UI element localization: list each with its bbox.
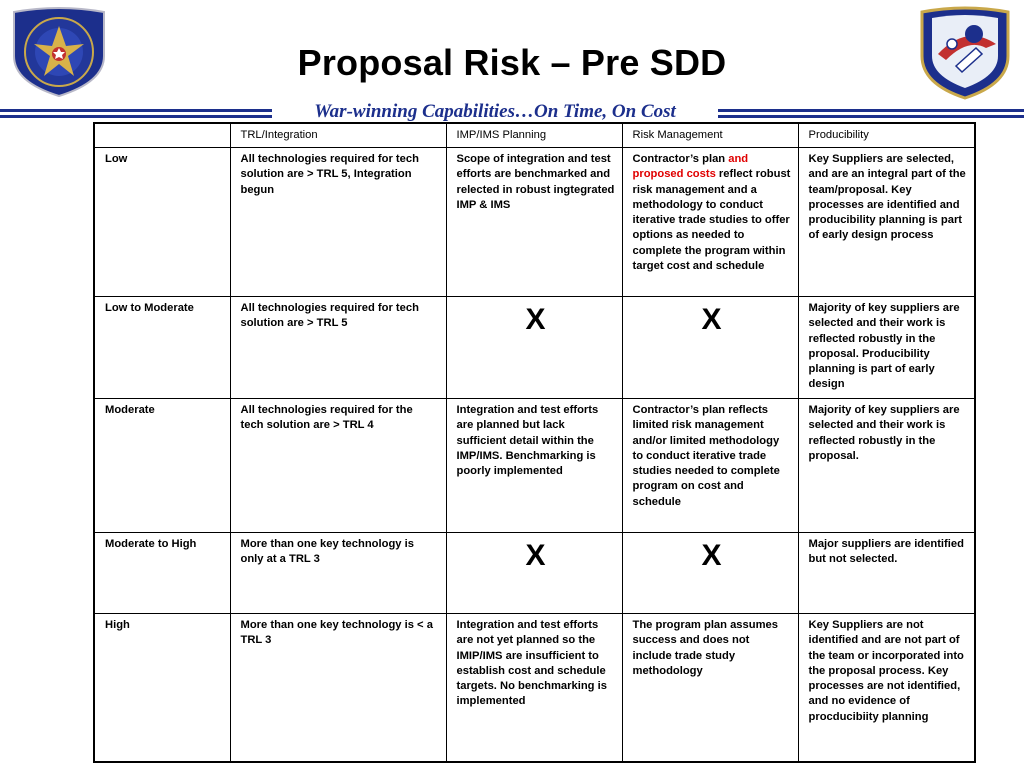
risk-management-not-applicable-mark: X	[622, 533, 798, 614]
table-header-row	[94, 123, 975, 148]
risk-level-cell: Low	[94, 148, 230, 297]
producibility-cell: Majority of key suppliers are selected and their work is reflected robustly in the proposal.	[798, 399, 975, 533]
imp-ims-not-applicable-mark: X	[446, 297, 622, 399]
risk-level-cell: High	[94, 614, 230, 762]
producibility-cell: Key Suppliers are selected, and are an integral part of the team/proposal. Key processes are identified and producibility planning is part of early design process	[798, 148, 975, 297]
risk-level-cell: Moderate	[94, 399, 230, 533]
tagline: War-winning Capabilities…On Time, On Cost	[272, 101, 718, 123]
header-cell-blank	[94, 123, 230, 148]
risk-management-not-applicable-mark: X	[622, 297, 798, 399]
table-row	[94, 148, 975, 297]
imp-ims-cell: Scope of integration and test efforts are benchmarked and relected in robust ingtegrated IMP & IMS	[446, 148, 622, 297]
risk-management-cell: Contractor’s plan reflects limited risk management and/or limited methodology to conduct iterative trade studies needed to complete program on cost and schedule	[622, 399, 798, 533]
trl-cell: All technologies required for the tech solution are > TRL 4	[230, 399, 446, 533]
producibility-cell: Majority of key suppliers are selected and their work is reflected robustly in the proposal. Producibility planning is part of early design	[798, 297, 975, 399]
header-cell-risk-management: Risk Management	[622, 123, 798, 148]
risk-text-pre: Contractor’s plan	[632, 153, 729, 165]
table-row	[94, 533, 975, 614]
header-cell-trl: TRL/Integration	[230, 123, 446, 148]
risk-level-cell: Low to Moderate	[94, 297, 230, 399]
table-row	[94, 614, 975, 762]
header-cell-imp-ims: IMP/IMS Planning	[446, 123, 622, 148]
risk-level-cell: Moderate to High	[94, 533, 230, 614]
risk-matrix-table	[93, 122, 976, 763]
imp-ims-cell: Integration and test efforts are planned but lack sufficient detail within the IMP/IMS. Benchmarking is poorly implemented	[446, 399, 622, 533]
trl-cell: More than one key technology is only at a TRL 3	[230, 533, 446, 614]
table-row	[94, 297, 975, 399]
trl-cell: All technologies required for tech solution are > TRL 5	[230, 297, 446, 399]
imp-ims-not-applicable-mark: X	[446, 533, 622, 614]
producibility-cell: Key Suppliers are not identified and are not part of the team or incorporated into the proposal process. Key processes are not identified, and no evidence of procducibiity planning	[798, 614, 975, 762]
risk-management-cell: The program plan assumes success and does not include trade study methodology	[622, 614, 798, 762]
risk-management-cell	[622, 148, 798, 297]
risk-text-post: reflect robust risk management and a methodology to conduct iterative trade studies to offer options as needed to complete the program within target cost and schedule	[632, 168, 791, 273]
producibility-cell: Major suppliers are identified but not selected.	[798, 533, 975, 614]
trl-cell: All technologies required for tech solution are > TRL 5, Integration begun	[230, 148, 446, 297]
header-cell-producibility: Producibility	[798, 123, 975, 148]
slide-title: Proposal Risk – Pre SDD	[297, 42, 727, 83]
table-row	[94, 399, 975, 533]
imp-ims-cell: Integration and test efforts are not yet planned so the IMIP/IMS are insufficient to establish cost and schedule targets. No benchmarking is implemented	[446, 614, 622, 762]
trl-cell: More than one key technology is < a TRL 3	[230, 614, 446, 762]
risk-text-highlight: and proposed costs	[632, 153, 749, 181]
